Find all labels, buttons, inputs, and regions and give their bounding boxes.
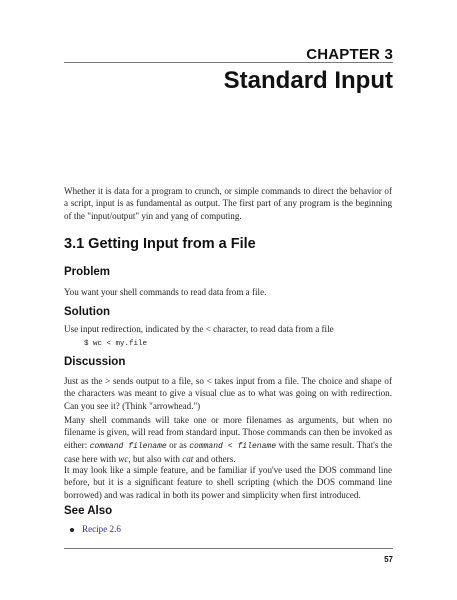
chapter-title: Standard Input <box>223 67 393 94</box>
solution-text: Use input redirection, indicated by the < character, to read data from a file <box>64 324 334 334</box>
bullet-icon <box>70 528 74 532</box>
see-also-item <box>70 524 121 534</box>
problem-heading: Problem <box>64 266 111 278</box>
section-title: 3.1 Getting Input from a File <box>64 236 256 252</box>
discussion-heading: Discussion <box>64 356 126 368</box>
problem-text: You want your shell commands to read data from a file. <box>64 287 267 297</box>
p2-text-d: , but also with <box>128 453 183 464</box>
p2-text-c: with the same result. That's the case here with <box>64 439 392 464</box>
discussion-paragraph-1: Just as the > sends output to a file, so < takes input from a file. The choice and shape of the characters was meant to give a visual clue as to what was going on with redirection. Can you see it? (Think "arrowhead.") <box>64 376 392 411</box>
command-cat: cat <box>182 453 194 464</box>
p2-text-a: Many shell commands will take one or more filenames as arguments, but when no filename is given, will read from standard input. Those commands can then be invoked as either: <box>64 415 392 450</box>
page-number: 57 <box>384 555 393 564</box>
intro-paragraph: Whether it is data for a program to crunch, or simple commands to direct the behavior of a script, input is as fundamental as output. The first part of any program is the beginning of the "input/output" yin and yang of computing. <box>64 186 392 221</box>
discussion-paragraph-2 <box>64 414 392 465</box>
chapter-label: CHAPTER 3 <box>306 46 393 63</box>
see-also-heading: See Also <box>64 505 113 517</box>
p2-text-e: and others. <box>193 453 236 464</box>
code-command-filename: command filename <box>89 441 167 451</box>
discussion-paragraph-3: It may look like a simple feature, and be familiar if you've used the DOS command line before, but it is a significant feature to shell scripting (which the DOS command line borrowed) and was radical in both its power and simplicity when first introduced. <box>64 465 392 500</box>
solution-heading: Solution <box>64 306 110 318</box>
footer-rule <box>64 548 393 549</box>
recipe-link[interactable]: Recipe 2.6 <box>82 524 121 534</box>
command-wc: wc <box>118 453 129 464</box>
solution-code: $ wc < my.file <box>84 340 148 348</box>
code-command-redirect-filename: command < filename <box>189 441 277 451</box>
p2-text-b: or as <box>166 439 190 450</box>
